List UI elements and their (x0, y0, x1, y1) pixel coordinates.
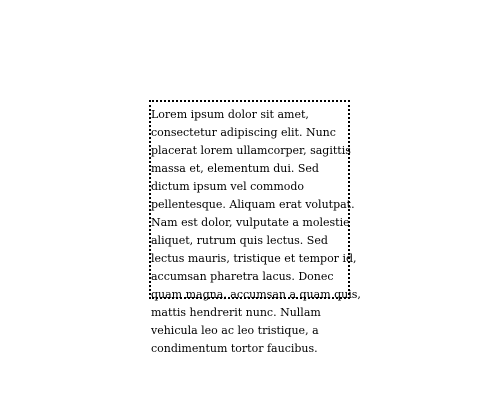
text-box-paragraph: Lorem ipsum dolor sit amet, consectetur adipiscing elit. Nunc placerat lorem ullamcorper, sagittis massa et, elementum dui. Sed dictum ipsum vel commodo pellentesque. Aliquam erat volutpat. Nam est dolor, vulputate a molestie aliquet, rutrum quis lectus. Sed lectus mauris, tristique et tempor id, accumsan pharetra lacus. Donec quam magna, accumsan a quam quis, mattis hendrerit nunc. Nullam vehicula leo ac leo tristique, a condimentum tortor faucibus. (151, 108, 361, 355)
overflowing-text-box (149, 100, 361, 355)
